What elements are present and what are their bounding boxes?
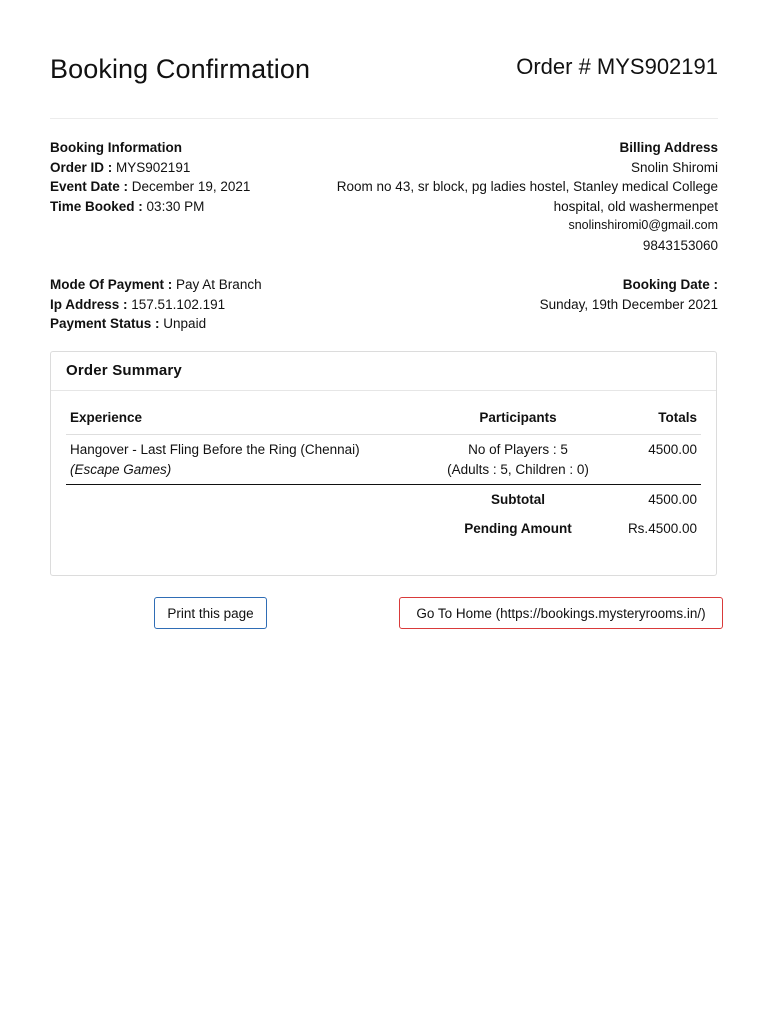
- order-summary-table: [66, 402, 701, 543]
- booking-date: [418, 275, 718, 314]
- experience-cell: [70, 440, 360, 480]
- ip-address-value: 157.51.102.191: [131, 296, 226, 312]
- player-breakdown: (Adults : 5, Children : 0): [447, 462, 589, 477]
- pending-amount-label: Pending Amount: [464, 521, 572, 536]
- print-page-button[interactable]: Print this page: [154, 597, 267, 629]
- billing-address-line1: Room no 43, sr block, pg ladies hostel, Stanley medical College: [336, 179, 718, 194]
- payment-mode-row: Mode Of Payment : Pay At Branch: [50, 277, 262, 292]
- order-summary-title: Order Summary: [51, 352, 716, 391]
- order-summary-card: [50, 351, 717, 576]
- header-divider: [50, 118, 718, 119]
- payment-details: [50, 275, 262, 334]
- item-total: 4500.00: [648, 442, 697, 457]
- booking-date-value: Sunday, 19th December 2021: [539, 296, 718, 312]
- order-id-row: Order ID : MYS902191: [50, 159, 191, 175]
- event-date-value: December 19, 2021: [131, 179, 251, 194]
- billing-email: snolinshiromi0@gmail.com: [568, 218, 718, 232]
- table-header-row: [66, 402, 701, 435]
- payment-status-row: Payment Status : Unpaid: [50, 316, 207, 331]
- subtotal-value: 4500.00: [648, 492, 697, 507]
- go-home-button[interactable]: Go To Home (https://bookings.mysteryrooms.in/): [399, 597, 723, 629]
- pending-amount-row: [66, 514, 701, 543]
- booking-date-label: Booking Date :: [622, 277, 718, 292]
- ip-address-row: Ip Address : 157.51.102.191: [50, 296, 226, 312]
- player-count: No of Players : 5: [468, 442, 568, 457]
- billing-address-line2: hospital, old washermenpet: [553, 198, 718, 214]
- table-row: [66, 435, 701, 485]
- time-booked-value: 03:30 PM: [146, 198, 205, 214]
- column-header-participants: Participants: [479, 410, 557, 425]
- order-number: Order # MYS902191: [516, 54, 718, 79]
- billing-phone: 9843153060: [642, 237, 718, 253]
- billing-heading: Billing Address: [619, 140, 718, 155]
- order-id-value: MYS902191: [116, 159, 191, 175]
- pending-amount-value: Rs.4500.00: [627, 521, 697, 536]
- payment-mode-value: Pay At Branch: [176, 277, 262, 292]
- subtotal-row: [66, 485, 701, 514]
- payment-status-value: Unpaid: [163, 316, 207, 331]
- billing-name: Snolin Shiromi: [630, 159, 718, 175]
- subtotal-label: Subtotal: [491, 492, 545, 507]
- experience-category: (Escape Games): [70, 462, 172, 477]
- event-date-row: Event Date : December 19, 2021: [50, 179, 251, 194]
- booking-information: [50, 138, 250, 216]
- column-header-experience: Experience: [70, 410, 143, 425]
- experience-name: Hangover - Last Fling Before the Ring (Chennai): [70, 442, 360, 457]
- column-header-totals: Totals: [658, 410, 697, 425]
- participants-cell: [446, 440, 590, 480]
- time-booked-row: Time Booked : 03:30 PM: [50, 198, 205, 214]
- page-title: Booking Confirmation: [50, 54, 311, 84]
- billing-address: [298, 138, 718, 255]
- booking-info-heading: Booking Information: [50, 140, 182, 155]
